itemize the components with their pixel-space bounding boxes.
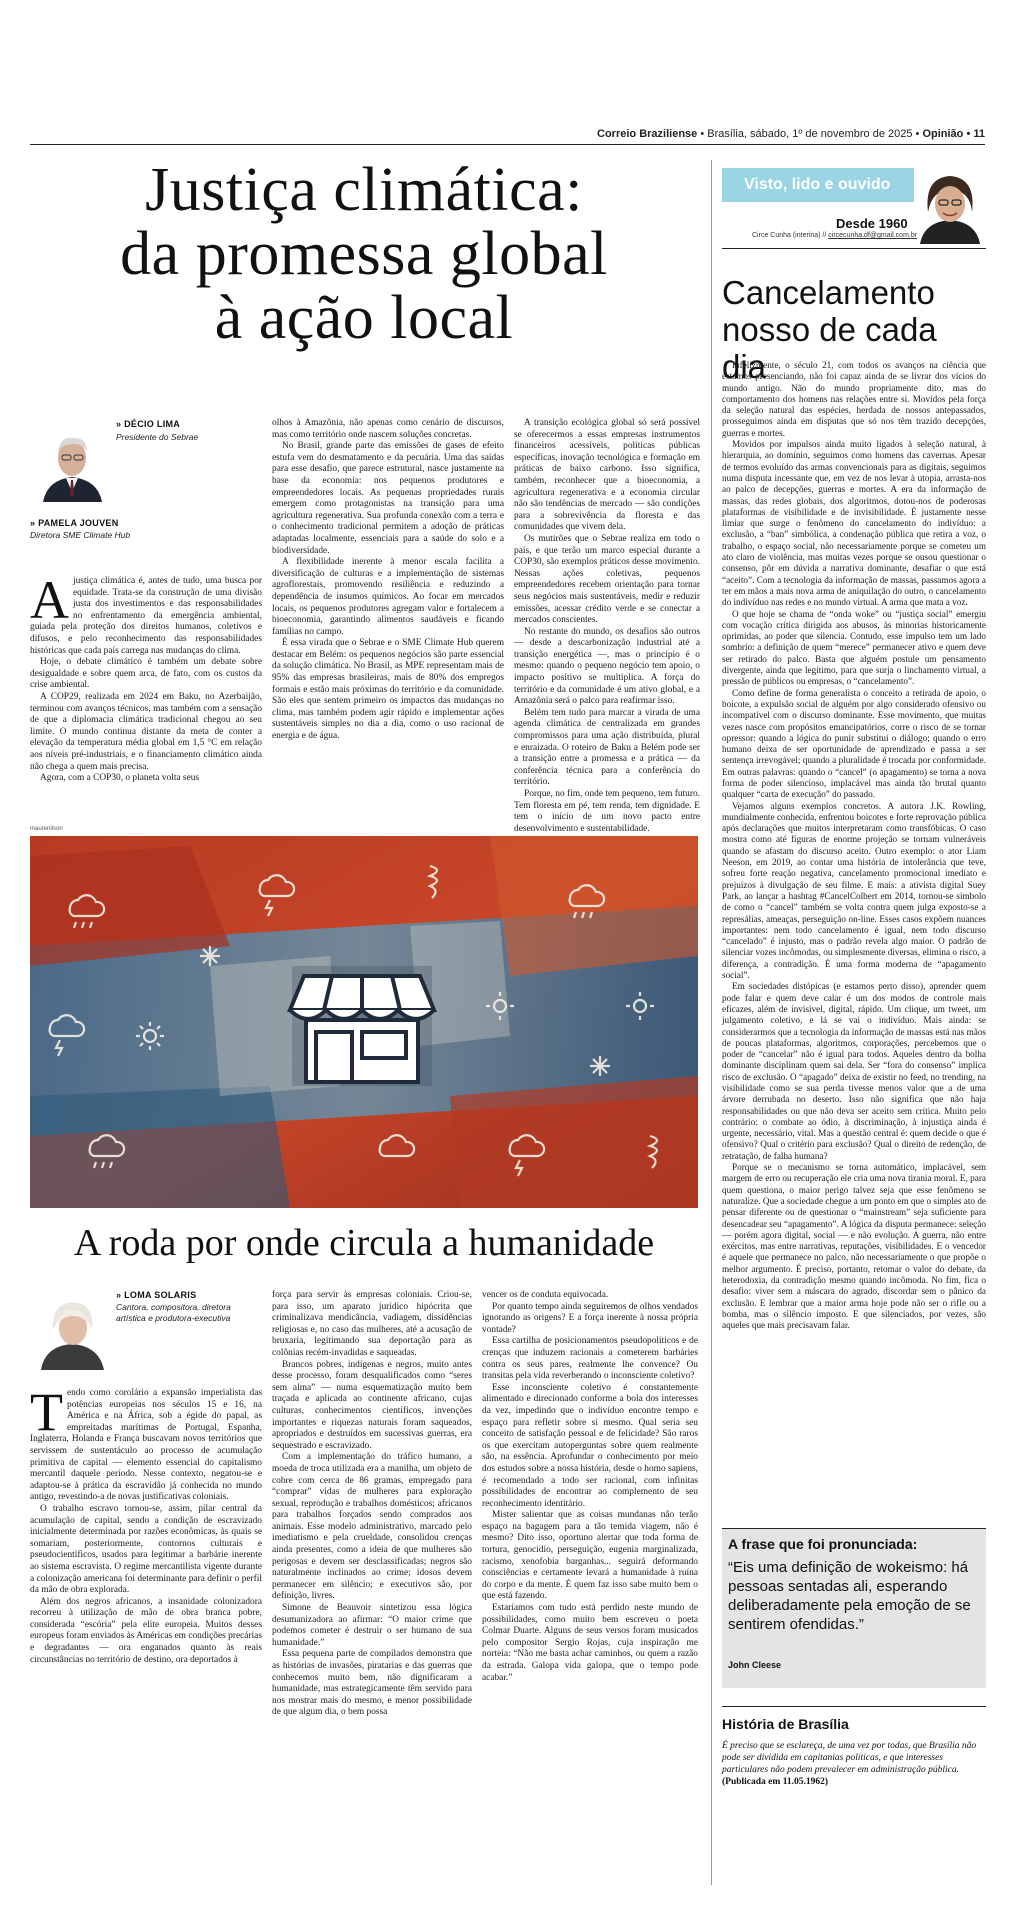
quote-title: A frase que foi pronunciada:: [728, 1536, 918, 1552]
author1-role: Presidente do Sebrae: [116, 432, 199, 442]
author1-portrait: [35, 422, 110, 502]
sidebar-headline: Cancelamento nosso de cada dia: [722, 274, 937, 385]
author2-name: » PAMELA JOUVEN: [30, 518, 119, 528]
history-title: História de Brasília: [722, 1716, 849, 1732]
article2-column-1: T endo como corolário a expansão imperialista das potências europeias nos séculos 15 e 16, na América e na África, sob a égide do papal, as empreitadas marítimas de Portugal, Espanha, Inglaterra, Holanda e França buscavam novos territórios que servissem de sustentáculo ao processo de acumulação primitiva de capital — elemento essencial do capitalismo mercantil daquele período. Nesse contexto, negatou-se e adaptou-se à prática da escravidão já conhecida no mundo antigo, revestindo-a de novas justificativas coloniais. O trabalho escravo tornou-se, assim, pilar central da acumulação de capital, sendo a condição de escravizado inicialmente determinada por razões econômicas, às quais se somariam, posteriormente, contornos culturais e pseudocientíficos, usados para legitimar a barbárie inerente ao sistema escravista. O regime mercantilista vigente durante a colonização americana foi determinante para definir o perfil da mão de obra explorada. Além dos negros africanos, a insanidade colonizadora recorreu à utilização de mão de obra branca pobre, considerada “escória” pela elite europeia. Muitos desses europeus foram enviados às Américas em condições precárias e degradantes — ora enganados quanto às reais circunstâncias no território de destino, ora deportados à: [30, 1382, 262, 1665]
history-rule: [722, 1706, 986, 1707]
article2-title: A roda por onde circula a humanidade: [73, 1222, 655, 1264]
author3-role: Cantora, compositora, diretora artística e produtora-executiva: [116, 1302, 231, 1323]
sidebar-since: Desde 1960: [836, 216, 908, 231]
illustration-credit: maurenilson: [30, 826, 63, 832]
sidebar-header: [722, 168, 918, 202]
columnist-email-link[interactable]: circecunha.df@gmail.com.br: [828, 232, 918, 239]
section-name: Opinião: [922, 128, 964, 140]
climate-illustration: [30, 836, 698, 1208]
publication-name: Correio Braziliense: [597, 128, 698, 140]
header-rule: [30, 144, 985, 145]
history-source: (Publicada em 11.05.1962): [722, 1777, 829, 1787]
columnist-portrait: [914, 166, 986, 244]
history-text: É preciso que se esclareça, de uma vez por todas, que Brasília não pode ser dividida em capitanias políticas, e que interesses particulares não podem prevalecer em administração pública. (Publicada em 11.05.1962): [722, 1741, 977, 1787]
article1-column-1: A justiça climática é, antes de tudo, uma busca por equidade. Trata-se da construção de uma divisão justa dos investimentos e das responsabilidades no enfrentamento da emergência ambiental, guiada pela proteção dos direitos humanos, coletivos e difusos, e pelo reconhecimento das responsabilidades históricas que cada país carrega nas mudanças do clima. Hoje, o debate climático é também um debate sobre desigualdade e sobre quem arca, de fato, com os custos da crise ambiental. A COP29, realizada em 2024 em Baku, no Azerbaijão, terminou com avanços técnicos, mas também com a sensação de que a diplomacia climática tradicional chegou ao seu limite. O mundo continua distante da meta de conter a elevação da temperatura média global em 1,5 °C em relação aos níveis pré-industriais, e o financiamento climático ainda não chega a quem mais precisa. Agora, com a COP30, o planeta volta seus: [30, 570, 262, 784]
quote-author: John Cleese: [728, 1660, 782, 1670]
author3-portrait: [35, 1290, 110, 1370]
article1-title: Justiça climática: da promessa global à ação local: [120, 156, 608, 352]
sidebar-column: Infelizmente, o século 21, com todos os avanços na ciência que estamos presenciando, não foi capaz ainda de se livrar dos vícios do mundo antigo. Não do mundo propriamente dito, mas do comportamento dos homens nas relações entre si. Movidos pela força da seleção natural das espécies, herdada de nossos antepassados, prosseguimos ainda em disputas que só nos têm trazido decepções, guerras e mortes. Movidos por impulsos ainda muito ligados à seleção natural, à hierarquia, ao domínio, seguimos como homens das cavernas. Apesar de termos evoluído das armas convencionais para as digitais, seguimos numa disputa incessante que, em vez de nos levar à utopia, arrasta-nos ao palco de decepções, guerras e mortes. A era da informação de massas, das redes globais, dos algoritmos, dotou-nos de poderosas plataformas de visibilidade e de invisibilidade. É justamente nesse limiar que surge o fenômeno do cancelamento do indivíduo: a exclusão, a “ban” simbólica, a condenação pública que retira a voz, o trabalho, o espaço social, não necessariamente porque se cometeu um ato claro de violência, mas muitas vezes porque se ousou questionar o consenso, pôr em dúvida a narrativa dominante, desafiar o que está “aceito”. Com a tecnologia da informação de massas, passamos agora a ter em mãos a mais nova arma de aniquilação do outro, o cancelamento do indivíduo nas redes e no mundo virtual. A arma que mata a voz. O que hoje se chama de “onda woke” ou “justiça social” emergiu com vocação crítica dirigida aos abusos, às minorias historicamente oprimidas, ao poder que silencia. Contudo, esse impulso tem um lado sombrio: a definição de quem “merece” permanecer ativo e quem deve ser retirado do palco. Basta que alguém postule um pensamento divergente, ainda que legítimo, para que surja o linchamento virtual, a pressão de públicos ou empresas, o “cancelamento”. Como define de forma generalista o conceito a retirada de apoio, o boicote, a expulsão social de alguém por algo considerado ofensivo ou incompatível com o discurso dominante. Esse movimento, que muitas vezes nasce com propósitos emancipatórios, corre o risco de se tornar opressor: quando a lógica do punir substitui o diálogo; quando o erro humano deixa de ser oportunidade de aprendizado e passa a ser sentença irrevogável; quando a pluralidade é trocada por conformidade. Em outras palavras: quando o “cancel” (o apagamento) se torna a nova forma de poder silencioso, implacável mas ainda tão brutal quanto qualquer “carta de execução” do passado. Vejamos alguns exemplos concretos. A autora J.K. Rowling, mundialmente conhecida, enfrentou boicotes e forte reprovação pública após declarações que muitos interpretaram como transfóbicas. O caso mostra como até figuras de enorme projeção se tornam vulneráveis quando se afastam do discurso aceito. Outro exemplo: o ator Liam Neeson, em 2019, ao contar uma história de intolerância que teve, sofreu forte reação negativa, cancelamento promocional imediato e prejuízos à divulgação de seu filme. E mais: a ativista digital Suey Park, ao lançar a hashtag #CancelColbert em 2014, tornou-se símbolo de como o “cancel” também se volta contra quem julga exposto-se a represálias, ameaças, perseguição on-line. Esses casos expõem nuances importantes: nem todo cancelamento é igual, nem todo discurso “cancelado” é injusto, mas o padrão revela algo maior. O padrão de silenciar vozes incômodas, ou simplesmente diversas, elimina o risco, a diferença, a contradição. É uma forma moderna de “apagamento social”. Em sociedades distópicas (e estamos perto disso), aprender quem pode falar e quem deve calar é um dos modos de controle mais eficazes, além de invisível, digital, rápido. Um clique, um tweet, um julgamento coletivo, e lá se vai o indivíduo. Mais ainda: se considerarmos que a tecnologia da informação de massas está nas mãos de poucas plataformas, algoritmos, corporações, percebemos que o poder de “cancelar” não é igual para todos. Aqueles dentro da bolha dominante disciplinam quem sai dela. Ser “fora do consenso” implica risco de exclusão. O “apagado” deixa de existir no feed, no trending, na visibilidade como se sua perda tivesse menos valor que a de uma árvore derrubada no deserto. Isso não significa que não haja responsabilidades ou que não deva ser aceito sem crítica. Muito pelo contrário: o combate ao ódio, à discriminação, à injustiça ainda é urgente, necessário, vital. Mas a questão central é: quem decide o que é ofensivo? Qual o critério para exclusão? Qual o direito de redenção, de retratação, de falha humana? Porque se o mecanismo se torna automático, implacável, sem margem de erro ou recuperação ele cria uma nova tirania moral. E, para quem questiona, o maior perigo talvez seja que esse fenômeno se naturalize. Que a sociedade chegue a um ponto em que o simples ato de pensar diferente ou de questionar o “mainstream” seja suficiente para desencadear seu “apagamento”. A lógica da disputa permanece: seleção — porém agora digital, social — e não evolução. A guerra, não entre exércitos, mas entre narrativas, reputações, visibilidades. E o vencedor é aquele que permanece no palco, não necessariamente o que propõe o melhor argumento. É preciso, portanto, retomar o valor do debate, da heterodoxia, da contradição mesmo quando incômoda. No fim, fica o desafio: viver sem a máscara do agrado, discordar sem o pânico da exclusão. E lembrar que a maior arma hoje pode não ser o rifle ou a bomba, mas o silêncio imposto. E que silenciados, por vezes, são aqueles que mais precisavam falar.: [722, 360, 986, 1331]
dateline: • Brasília, sábado, 1º de novembro de 2025 •: [700, 128, 920, 140]
article1-column-3: A transição ecológica global só será possível se oferecermos a essas empresas instrumentos financeiros acessíveis, políticas públicas específicas, inovação tecnológica e formação em práticas de baixo carbono. Isso significa, também, reconhecer que a bioeconomia, a agricultura regenerativa e a economia circular não são tendências de mercado — são condições para a sobrevivência da floresta e das comunidades que vivem dela. Os mutirões que o Sebrae realiza em todo o país, e que terão um marco especial durante a COP30, são exemplos práticos desse movimento. Nessas ações coletivas, pequenos empreendedores recebem orientação para tornar seus negócios mais sustentáveis, medir e reduzir emissões, acessar crédito verde e se conectar a mercados conscientes. No restante do mundo, os desafios são outros — desde a descarbonização industrial até a transição energética —, mas o princípio é o mesmo: quando o pequeno negócio tem apoio, o impacto positivo se multiplica. A força do território e da comunidade é um ativo global, e a Amazônia será o palco para reafirmar isso. Belém tem tudo para marcar a virada de uma agenda climática de centralizada em grandes compromissos para uma ação distribuída, plural e enraizada. O roteiro de Baku a Belém pode ser a transição entre a promessa e a prática — da conferência técnica para a conferência do território. Porque, no fim, onde tem pequeno, tem futuro. Tem floresta em pé, tem renda, tem dignidade. E tem o início de um novo pacto entre desenvolvimento e sustentabilidade.: [514, 418, 700, 834]
page-header: [30, 128, 985, 142]
sidebar-title: Visto, lido e ouvido: [744, 176, 891, 193]
article1-column-2: olhos à Amazônia, não apenas como cenário de discursos, mas como território onde nascem soluções concretas. No Brasil, grande parte das emissões de gases de efeito estufa vem do desmatamento e da pecuária. Uma das saídas para esse desafio, que parece estrutural, nasce justamente na base da economia: nos pequenos produtores e empreendedores locais. As pequenas propriedades rurais emergem como protagonistas na transição para uma agricultura regenerativa. Sua profunda conexão com a terra e o conhecimento tradicional permitem a adoção de práticas adaptadas localmente, essenciais para a saúde do solo e a biodiversidade. A flexibilidade inerente à menor escala facilita a diversificação de culturas e a implementação de sistemas agroflorestais, promovendo resiliência e reduzindo a dependência de insumos químicos. Ao focar em mercados locais, os pequenos produtores agregam valor e fortalecem a bioeconomia, garantindo alimentos saudáveis e ficando famílias no campo. É essa virada que o Sebrae e o SME Climate Hub querem destacar em Belém: os pequenos negócios são parte essencial da solução climática. No Brasil, as MPE representam mais de 95% das empresas brasileiras, mais de 80% dos empregos formais e estão mais próximas do território e da comunidade. São eles que sentem primeiro os impactos das mudanças no clima, mas também podem agir rápido e implementar ações sustentáveis simples no dia a dia, como o uso racional de energia e de água.: [272, 418, 504, 742]
quote-box: [722, 1528, 986, 1688]
author3-name: » LOMA SOLARIS: [116, 1290, 197, 1300]
article1-dropcap: A: [30, 570, 69, 630]
sidebar-contact: Circe Cunha (interina) // circecunha.df@gmail.com.br: [752, 232, 918, 239]
sidebar-header-rule: [722, 248, 986, 249]
article2-dropcap: T: [30, 1382, 63, 1442]
sidebar-divider: [711, 160, 712, 1885]
article2-column-3: vencer os de conduta equivocada. Por quanto tempo ainda seguiremos de olhos vendados ignorando as origens? E a força inerente à nossa própria vontade? Essa cartilha de posicionamentos pseudopolíticos e de crenças que induzem racionais a cometerem barbáries contra os seus pares, realmente lhe convence? Ou transitas pela vida reverberando o inconsciente coletivo? Esse inconsciente coletivo é constantemente alimentado e direcionado conforme a bola dos interesses da vez, impedindo que o indivíduo encontre tempo e espaço para refletir sobre si mesmo. Qual seria seu conceito de satisfação pessoal e de felicidade? São raros os que exercitam autoperguntas sobre quem realmente são, na essência. Aprofundar o conhecimento por meio dos estudos sobre a nossa história, desde o homo sapiens, é recomendado a todo ser racional, com infinitas possibilidades de encontrar ao complemento de seu reconhecimento identitário. Mister salientar que as coisas mundanas não terão espaço na bagagem para a tão temida viagem, não é mesmo? Dito isso, oportuno alertar que toda forma de tortura, genocídio, perseguição, eugenia marginalizada, racismo, xenofobia barganhas... seguirá deformando consciências e certamente levará a humanidade à ruína do corpo e da mente. É quem faz isso sabe muito bem o que está fazendo. Estaríamos com tudo está perdido neste mundo de possibilidades, como muito bem escreveu o poeta Colmar Duarte. Alguns de seus versos foram musicados pelo compositor Sergio Rojas, cuja inspiração me norteia: “Não me basta achar caminhos, ou quem a razão da estrada. Galopa vida galopa, que o tempo pode acabar.”: [482, 1290, 698, 1683]
storefront-icon: [290, 966, 434, 1086]
page-number: • 11: [966, 128, 985, 140]
author1-name: » DÉCIO LIMA: [116, 419, 181, 429]
article2-column-2: força para servir às empresas coloniais. Criou-se, para isso, um aparato jurídico hipócrita que criminalizava mendicância, vadiagem, dissidências religiosas e, no caso das mulheres, até a acusação de bruxaria, legitimando sua deportação para as colônias recém-invadidas e saqueadas. Brancos pobres, indígenas e negros, muito antes desse processo, foram desqualificados como “seres sem alma” — numa esquematização muito bem traçada e aplicada ao continente africano, cujas culturas, conhecimentos científicos, invenções importantes e riquezas naturais foram saqueados, apropriados e destruídos em sucessivas guerras, era sequestrado e escravizado. Com a implementação do tráfico humano, a moeda de troca utilizada era a manilha, um objeto de cobre com cerca de 86 gramas, empregado para “comprar” vidas de mulheres para exploração sexual, reprodução e trabalhos domésticos; africanos para trabalhos forçados sendo comprados aos animais. Esse modelo administrativo, marcado pelo imediatismo e pela crueldade, consolidou crenças ainda presentes, como a ideia de que mulheres são perigosas e devem ser desclassificadas; negros são naturalmente inclinados ao crime; idosos devem permanecer em silêncio; e executivos são, por definição, livres. Simone de Beauvoir sintetizou essa lógica desumanizadora ao afirmar: “O maior crime que podemos cometer é destruir o ser humano de sua humanidade.” Essa pequena parte de compilados demonstra que as histórias de invasões, piratarias e das guerras que conhecemos muito bem, não dignificaram a humanidade, mas estrategicamente têm servido para nos mostrar mais do mesmo, e menor possibilidade de que algum dia, o bem possa: [272, 1290, 472, 1718]
author2-role: Diretora SME Climate Hub: [30, 530, 131, 540]
quote-text: “Eis uma definição de wokeismo: há pessoas sentadas ali, esperando deliberadamente pela emoção de se sentirem ofendidas.”: [728, 1559, 971, 1633]
